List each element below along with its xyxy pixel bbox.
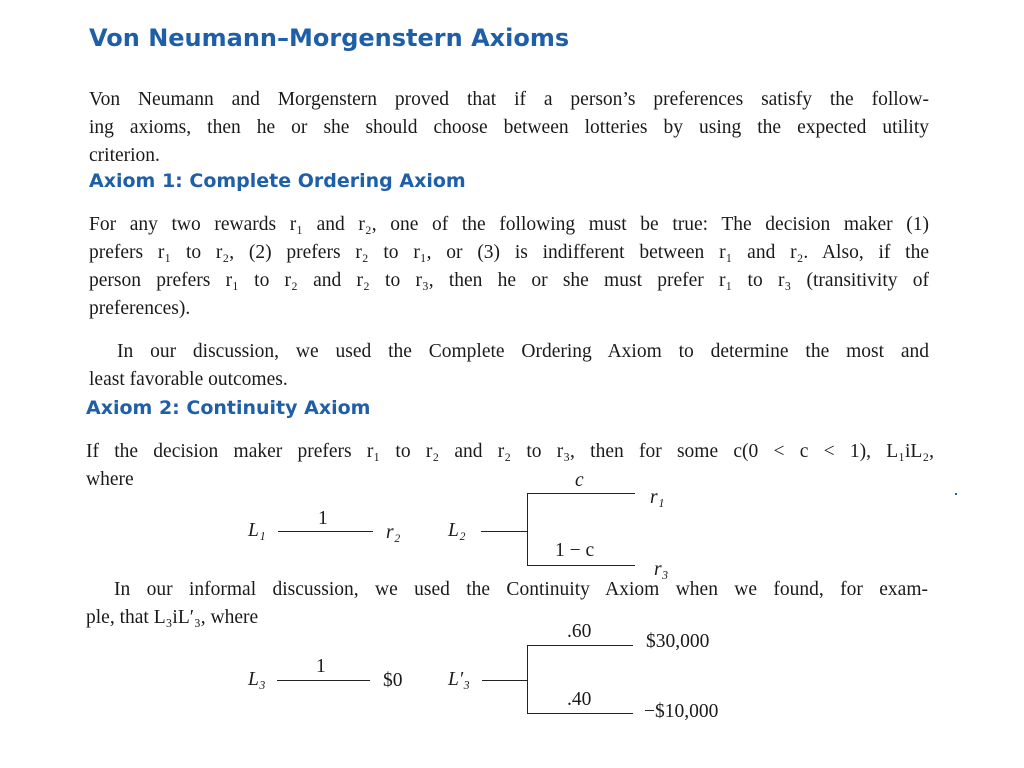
branch-line (527, 493, 635, 494)
probability-label: 1 (316, 656, 326, 677)
lottery-L3-prime-label: L′₃ (448, 669, 470, 690)
axiom1-discussion-line: least favorable outcomes. (89, 369, 288, 390)
page-title: Von Neumann–Morgenstern Axioms (89, 24, 570, 52)
axiom2-discussion-line: ple, that L₃iL′₃, where (86, 607, 259, 628)
axiom1-line: prefers r₁ to r₂, (2) prefers r₂ to r₁, or (3) is indifferent between r₁ and r₂. Also, if the (89, 242, 929, 263)
probability-label: 1 − c (555, 540, 595, 561)
probability-label: .40 (567, 689, 592, 710)
reward-label: $30,000 (646, 631, 710, 652)
axiom2-heading: Axiom 2: Continuity Axiom (86, 397, 371, 419)
axiom1-heading: Axiom 1: Complete Ordering Axiom (89, 170, 466, 192)
lottery-L1-label: L₁ (248, 520, 266, 541)
axiom2-line: If the decision maker prefers r₁ to r₂ and r₂ to r₃, then for some c(0 < c < 1), L₁iL₂, (86, 441, 934, 462)
stray-mark (955, 493, 957, 495)
intro-paragraph (89, 86, 929, 170)
branch-fork (527, 493, 528, 566)
intro-line: criterion. (89, 145, 160, 166)
axiom1-line: person prefers r₁ to r₂ and r₂ to r₃, then he or she must prefer r₁ to r₃ (transitivity of (89, 270, 929, 291)
reward-label: r₂ (386, 522, 401, 543)
intro-line: Von Neumann and Morgenstern proved that if a person’s preferences satisfy the follow- (89, 89, 929, 110)
axiom2-discussion-line: In our informal discussion, we used the Continuity Axiom when we found, for exam- (114, 579, 928, 600)
branch-line (527, 645, 633, 646)
branch-fork (527, 645, 528, 714)
probability-label: 1 (318, 508, 328, 529)
axiom1-line: For any two rewards r₁ and r₂, one of the following must be true: The decision maker (1) (89, 214, 929, 235)
reward-label: r₁ (650, 487, 665, 508)
branch-line (527, 565, 635, 566)
axiom1-line: preferences). (89, 298, 191, 319)
branch-line (482, 680, 527, 681)
axiom2-discussion (86, 576, 928, 632)
branch-line (278, 531, 373, 532)
axiom2-line: where (86, 469, 134, 490)
probability-label: c (575, 470, 584, 491)
lottery-L2-label: L₂ (448, 520, 466, 541)
intro-line: ing axioms, then he or she should choose between lotteries by using the expected utility (89, 117, 929, 138)
lottery-L3-label: L₃ (248, 669, 266, 690)
branch-line (527, 713, 633, 714)
branch-line (481, 531, 527, 532)
reward-label: $0 (383, 670, 403, 691)
axiom1-paragraph (89, 211, 929, 323)
branch-line (277, 680, 370, 681)
probability-label: .60 (567, 621, 592, 642)
axiom1-discussion (89, 338, 929, 394)
reward-label: −$10,000 (644, 701, 719, 722)
axiom2-paragraph (86, 438, 934, 494)
axiom1-discussion-line: In our discussion, we used the Complete Ordering Axiom to determine the most and (117, 341, 929, 362)
reward-label: r₃ (654, 559, 669, 580)
